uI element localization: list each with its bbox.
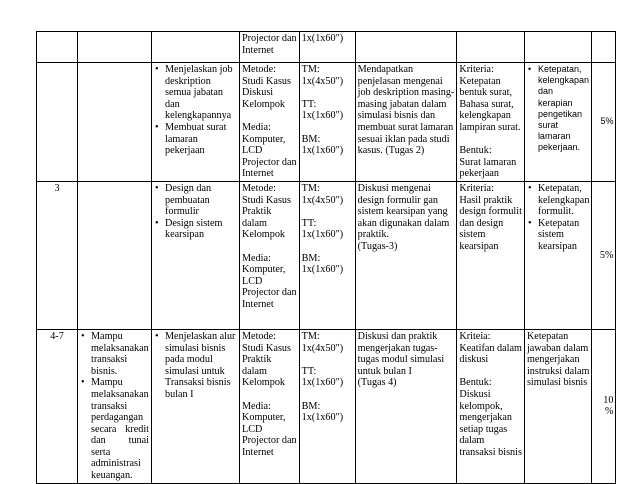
text-line: setiap tugas	[459, 423, 508, 435]
table-body	[37, 32, 616, 484]
bullet-item: • Design sistem kearsipan	[154, 218, 237, 241]
text-line: job deskription masing-	[357, 87, 455, 99]
text-line: Kriteria:	[459, 64, 494, 75]
text-line: LCD	[242, 275, 263, 287]
text-line: Kelompok	[242, 98, 286, 110]
table-row	[37, 63, 616, 182]
bullet-item: • Mampu melaksanakan transaksi perdagangan secara kredit dan tunai serta administrasi keuangan.	[80, 377, 149, 481]
text-line: (Tugas-3)	[357, 240, 398, 252]
cell-indikator	[152, 181, 240, 329]
text-line: sistem	[459, 229, 486, 241]
text-line: Diskusi dan praktik	[357, 330, 438, 342]
text-line: 1x(4x50")	[301, 75, 344, 87]
text-line: Media:	[242, 400, 271, 412]
cell-metode	[240, 63, 300, 182]
text-line: Kelompok	[242, 229, 286, 241]
text-line: Komputer,	[242, 412, 286, 424]
cell-kriteria	[524, 63, 592, 182]
text-line: Kriteia:	[459, 330, 491, 342]
text-line: LCD	[242, 423, 263, 435]
text-line: bentuk surat,	[459, 87, 513, 99]
text-line: LCD	[242, 145, 263, 157]
spacer	[302, 206, 353, 218]
bullet-item: • Ketepatan sistem kearsipan	[527, 218, 590, 253]
text-line: mengerjakan	[526, 354, 580, 366]
spacer	[302, 389, 353, 401]
text-line: Ketepatan	[526, 330, 569, 342]
spacer	[302, 241, 353, 253]
table-row	[37, 329, 616, 483]
text-line: jawaban dalam	[526, 342, 589, 354]
text-line: 1x(1x60")	[301, 110, 344, 122]
bullet-item: • Ketepatan, kelengkapan formulit.	[527, 183, 590, 218]
cell-penilaian	[457, 181, 525, 329]
text-line: Internet	[242, 168, 274, 180]
cell-bobot: 5%	[592, 63, 616, 182]
bullet-list	[527, 64, 590, 154]
text-line: untuk bulan I	[357, 365, 412, 377]
text-line: BM:	[301, 400, 321, 412]
text-line: Projector dan	[242, 435, 297, 447]
cell-metode	[240, 181, 300, 329]
text-line: TT:	[301, 217, 317, 229]
cell-bobot	[592, 32, 616, 63]
text-line: mengerjakan tugas-	[357, 342, 438, 354]
cell-kriteria	[524, 32, 592, 63]
text-line: Kriteria:	[459, 182, 494, 194]
bullet-item: • Ketepatan, kelengkapan dan kerapian pengetikan surat lamaran pekerjaan.	[527, 64, 590, 154]
text-line: Studi Kasus	[242, 194, 291, 206]
text-line: Diskusi mengenai	[357, 182, 431, 194]
cell-kompetensi	[78, 63, 152, 182]
bullet-list	[527, 183, 590, 253]
cell-no	[37, 32, 78, 63]
spacer	[459, 366, 522, 378]
text-line: lampiran surat.	[459, 121, 521, 133]
text-line: 1x(1x60")	[301, 264, 344, 276]
text-line: 1x(1x60")	[301, 33, 344, 44]
cell-indikator	[152, 32, 240, 63]
cell-no: 4-7	[37, 329, 78, 483]
text-line: TT:	[301, 98, 317, 110]
text-line: kelompok,	[459, 400, 503, 412]
bullet-item: • Design dan pembuatan formulir	[154, 183, 237, 218]
bullet-item: • Mampu melaksanakan transaksi bisnis.	[80, 331, 149, 377]
text-line: 1x(1x60")	[301, 377, 344, 389]
text-line: Keatifan dalam	[459, 342, 522, 354]
text-line: Diskusi	[242, 87, 274, 99]
text-line: masing jabatan dalam	[357, 98, 447, 110]
text-line: Internet	[242, 446, 274, 458]
text-line: Studi Kasus	[242, 75, 291, 87]
cell-waktu	[299, 329, 355, 483]
text-line: dan design	[459, 217, 504, 229]
bullet-item: • Menjelaskan job deskription semua jabatan dan kelengkapannya	[154, 64, 237, 122]
text-line: Ketepatan	[459, 75, 501, 87]
text-line: Media:	[242, 121, 271, 133]
text-line: akan digunakan dalam	[357, 217, 450, 229]
text-line: design formulir gan	[357, 194, 438, 206]
bullet-list	[154, 64, 237, 157]
spacer	[242, 110, 297, 122]
text-line: dalam	[242, 217, 267, 229]
text-line: TT:	[301, 365, 317, 377]
text-line: (Tugas 4)	[357, 377, 397, 389]
bullet-list	[154, 331, 237, 401]
text-line: Internet	[242, 44, 274, 56]
text-line: simulasi bisnis	[526, 377, 588, 389]
cell-indikator	[152, 63, 240, 182]
text-line: BM:	[301, 252, 321, 264]
text-line: Praktik	[242, 206, 272, 218]
spacer	[302, 87, 353, 99]
cell-kompetensi	[78, 329, 152, 483]
text-line: Internet	[242, 298, 274, 310]
text-line: Bahasa surat,	[459, 98, 514, 110]
table-row	[37, 181, 616, 329]
text-line: kelengkapan	[459, 110, 511, 122]
text-line: membuat surat lamaran	[357, 121, 454, 133]
text-line: dalam	[242, 365, 267, 377]
text-line: 1x(1x60")	[301, 145, 344, 157]
text-line: diskusi	[459, 354, 489, 366]
text-line: Bentuk:	[459, 145, 492, 157]
cell-kompetensi	[78, 32, 152, 63]
text-line: kasus. (Tugas 2)	[357, 145, 425, 157]
cell-bobot: 10 %	[592, 329, 616, 483]
cell-no: 3	[37, 181, 78, 329]
text-line: simulasi bisnis dan	[357, 110, 436, 122]
text-line: transaksi bisnis	[459, 446, 522, 458]
text-line: TM:	[301, 330, 320, 342]
cell-bobot: 5%	[592, 181, 616, 329]
text-line: Surat lamaran	[459, 156, 517, 168]
text-line: dalam	[459, 435, 485, 447]
text-line: Komputer,	[242, 264, 286, 276]
cell-metode	[240, 329, 300, 483]
spacer	[242, 241, 297, 253]
table-row	[37, 32, 616, 63]
rps-table	[36, 31, 616, 484]
cell-waktu	[299, 32, 355, 63]
text-line: Media:	[242, 252, 271, 264]
text-line: praktik.	[357, 229, 390, 241]
cell-waktu	[299, 181, 355, 329]
text-line: Diskusi	[459, 388, 491, 400]
spacer	[459, 134, 522, 146]
text-line: 1x(4x50")	[301, 342, 344, 354]
cell-pengalaman	[355, 32, 457, 63]
bullet-list	[154, 183, 237, 241]
text-line: TM:	[301, 64, 320, 75]
cell-waktu	[299, 63, 355, 182]
text-line: Metode:	[242, 330, 276, 342]
spacer	[242, 389, 297, 401]
text-line: pekerjaan	[459, 168, 499, 180]
cell-pengalaman	[355, 181, 457, 329]
cell-metode	[240, 32, 300, 63]
cell-pengalaman	[355, 63, 457, 182]
cell-kriteria	[524, 181, 592, 329]
text-line: sesuai iklan pada studi	[357, 133, 450, 145]
bullet-item: • Menjelaskan alur simulasi bisnis pada modul simulasi untuk Transaksi bisnis bulan I	[154, 331, 237, 401]
cell-kompetensi	[78, 181, 152, 329]
cell-indikator	[152, 329, 240, 483]
text-line: 1x(1x60")	[301, 229, 344, 241]
text-line: 1x(1x60")	[301, 412, 344, 424]
text-line: tugas modul simulasi	[357, 354, 445, 366]
cell-pengalaman	[355, 329, 457, 483]
text-line: Bentuk:	[459, 377, 492, 389]
text-line: Projector dan	[242, 287, 297, 299]
text-line: mengerjakan	[459, 412, 512, 424]
text-line: TM:	[301, 182, 320, 194]
cell-penilaian	[457, 63, 525, 182]
cell-no	[37, 63, 78, 182]
text-line: kearsipan	[459, 240, 499, 252]
text-line: Kelompok	[242, 377, 286, 389]
text-line: Hasil praktik	[459, 194, 513, 206]
cell-kriteria	[524, 329, 592, 483]
text-line: Metode:	[242, 182, 276, 194]
text-line: penjelasan mengenai	[357, 75, 443, 87]
text-line: 1x(4x50")	[301, 194, 344, 206]
bullet-item: • Membuat surat lamaran pekerjaan	[154, 122, 237, 157]
bullet-list	[80, 331, 149, 482]
text-line: instruksi dalam	[526, 365, 590, 377]
text-line: BM:	[301, 133, 321, 145]
text-line: design formulit	[459, 206, 522, 218]
cell-penilaian	[457, 32, 525, 63]
text-line: Projector dan	[242, 156, 297, 168]
text-line: Komputer,	[242, 133, 286, 145]
text-line: Mendapatkan	[357, 64, 414, 75]
text-line: Metode:	[242, 64, 276, 75]
spacer	[302, 122, 353, 134]
text-line: Projector dan	[242, 33, 297, 44]
spacer	[302, 354, 353, 366]
text-line: Praktik	[242, 354, 272, 366]
text-line: sistem kearsipan yang	[357, 206, 448, 218]
text-line: Studi Kasus	[242, 342, 291, 354]
cell-penilaian	[457, 329, 525, 483]
